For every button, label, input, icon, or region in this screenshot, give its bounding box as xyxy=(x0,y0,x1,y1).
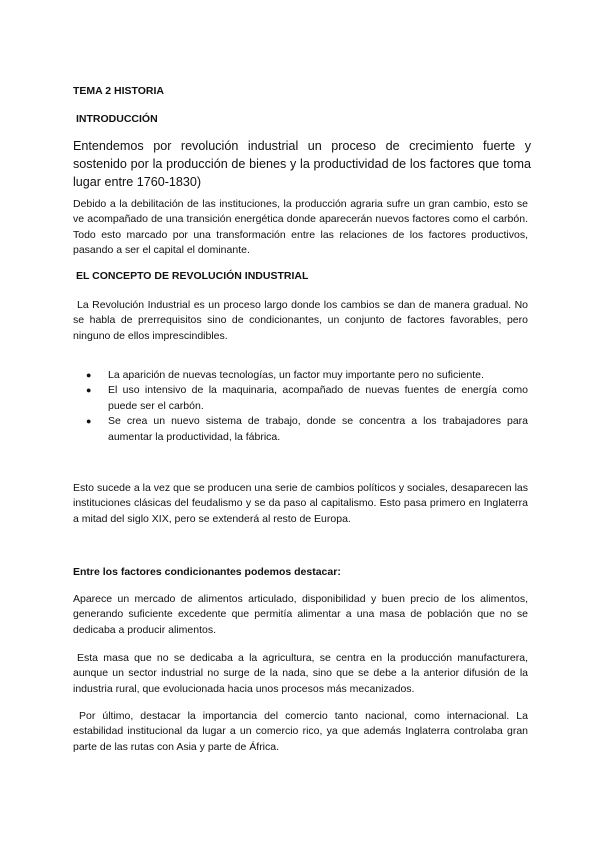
concepto-paragraph: La Revolución Industrial es un proceso largo donde los cambios se dan de manera gradual. No se habla de prerrequisitos sino de condicionantes, un conjunto de factores favorables, pero ninguno de ellos imprescindibles. xyxy=(73,299,528,342)
list-item: ● El uso intensivo de la maquinaria, acompañado de nuevas fuentes de energía como puede ser el carbón. xyxy=(73,383,528,414)
list-item: ● Se crea un nuevo sistema de trabajo, donde se concentra a los trabajadores para aumentar la productividad, la fábrica. xyxy=(73,414,528,445)
intro-paragraph: Debido a la debilitación de las instituciones, la producción agraria sufre un gran cambio, esto se ve acompañado de una transición energética donde aparecerán nuevos factores como el carbón. Todo esto marcado por una transformación entre las relaciones de los factores productivos, pasando a ser el capital el dominante. xyxy=(73,198,528,257)
factores-paragraph-1: Aparece un mercado de alimentos articulado, disponibilidad y buen precio de los alimentos, generando suficiente excedente que permitía alimentar a una masa de población que no se dedicaba a producir alimentos. xyxy=(73,593,528,636)
document-title: TEMA 2 HISTORIA xyxy=(73,85,165,97)
section-heading-introduccion: INTRODUCCIÓN xyxy=(76,113,158,125)
section-heading-concepto: EL CONCEPTO DE REVOLUCIÓN INDUSTRIAL xyxy=(76,270,309,282)
concepto-paragraph-2: Esto sucede a la vez que se producen una serie de cambios políticos y sociales, desaparecen las instituciones clásicas del feudalismo y se da paso al capitalismo. Esto pasa primero en Inglaterra a mitad del siglo XIX, pero se extenderá al resto de Europa. xyxy=(73,482,528,525)
section-heading-factores: Entre los factores condicionantes podemos destacar: xyxy=(73,566,341,578)
list-item: ● La aparición de nuevas tecnologías, un factor muy importante pero no suficiente. xyxy=(73,368,528,383)
intro-lead-paragraph: Entendemos por revolución industrial un proceso de crecimiento fuerte y sostenido por la producción de bienes y la productividad de los factores que toma lugar entre 1760-1830) xyxy=(73,139,531,189)
factores-paragraph-2: Esta masa que no se dedicaba a la agricultura, se centra en la producción manufacturera, aunque un sector industrial no surge de la nada, sino que se debe a la anterior difusión de la industria rural, que evolucionada hacia unos procesos más mecanizados. xyxy=(73,652,528,695)
factores-paragraph-3: Por último, destacar la importancia del comercio tanto nacional, como internacional. La estabilidad institucional da lugar a un comercio rico, ya que además Inglaterra controlaba gran parte de las rutas con Asia y parte de África. xyxy=(73,710,528,753)
factors-bullet-list xyxy=(73,368,528,445)
